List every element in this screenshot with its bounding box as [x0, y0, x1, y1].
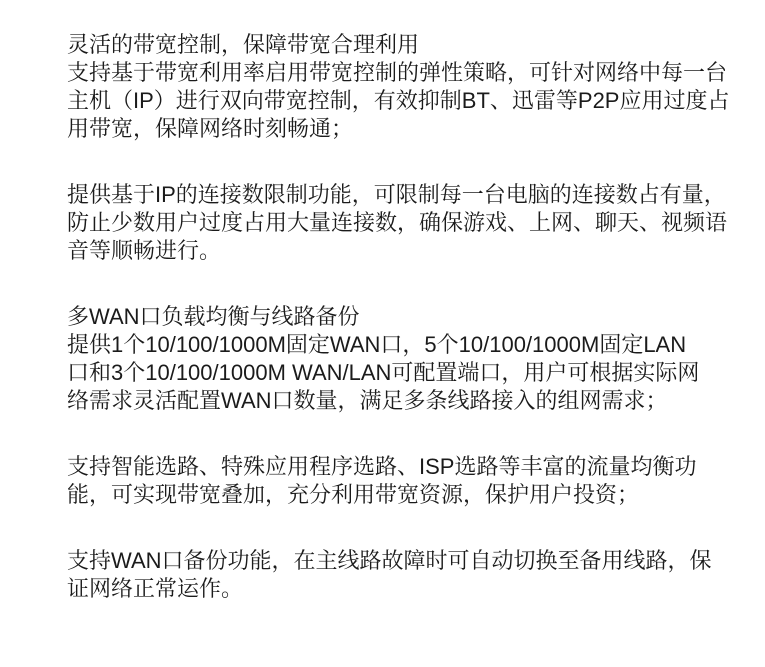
text-line: 提供基于IP的连接数限制功能，可限制每一台电脑的连接数占有量，	[67, 182, 726, 207]
paragraph	[67, 181, 737, 265]
text-line: 证网络正常运作。	[67, 576, 244, 601]
text-line: 支持智能选路、特殊应用程序选路、ISP选路等丰富的流量均衡功	[67, 454, 697, 479]
paragraph	[67, 453, 737, 509]
text-line: 口和3个10/100/1000M WAN/LAN可配置端口，用户可根据实际网	[67, 360, 700, 385]
text-line: 支持WAN口备份功能，在主线路故障时可自动切换至备用线路，保	[67, 548, 712, 573]
section-bandwidth-control	[67, 31, 737, 265]
paragraph	[67, 547, 737, 603]
paragraph	[67, 59, 737, 143]
paragraph	[67, 331, 737, 415]
text-line: 能，可实现带宽叠加，充分利用带宽资源，保护用户投资；	[67, 482, 640, 507]
text-line: 用带宽，保障网络时刻畅通；	[67, 116, 354, 141]
text-line: 音等顺畅进行。	[67, 238, 222, 263]
text-line: 络需求灵活配置WAN口数量，满足多条线路接入的组网需求；	[67, 388, 668, 413]
text-line: 提供1个10/100/1000M固定WAN口，5个10/100/1000M固定LAN	[67, 332, 687, 357]
text-line: 防止少数用户过度占用大量连接数，确保游戏、上网、聊天、视频语	[67, 210, 728, 235]
text-line: 支持基于带宽利用率启用带宽控制的弹性策略，可针对网络中每一台	[67, 60, 728, 85]
section-title: 灵活的带宽控制，保障带宽合理利用	[67, 32, 420, 57]
text-line: 主机（IP）进行双向带宽控制，有效抑制BT、迅雷等P2P应用过度占	[67, 88, 730, 113]
section-title: 多WAN口负载均衡与线路备份	[67, 304, 360, 329]
section-multi-wan	[67, 303, 737, 603]
